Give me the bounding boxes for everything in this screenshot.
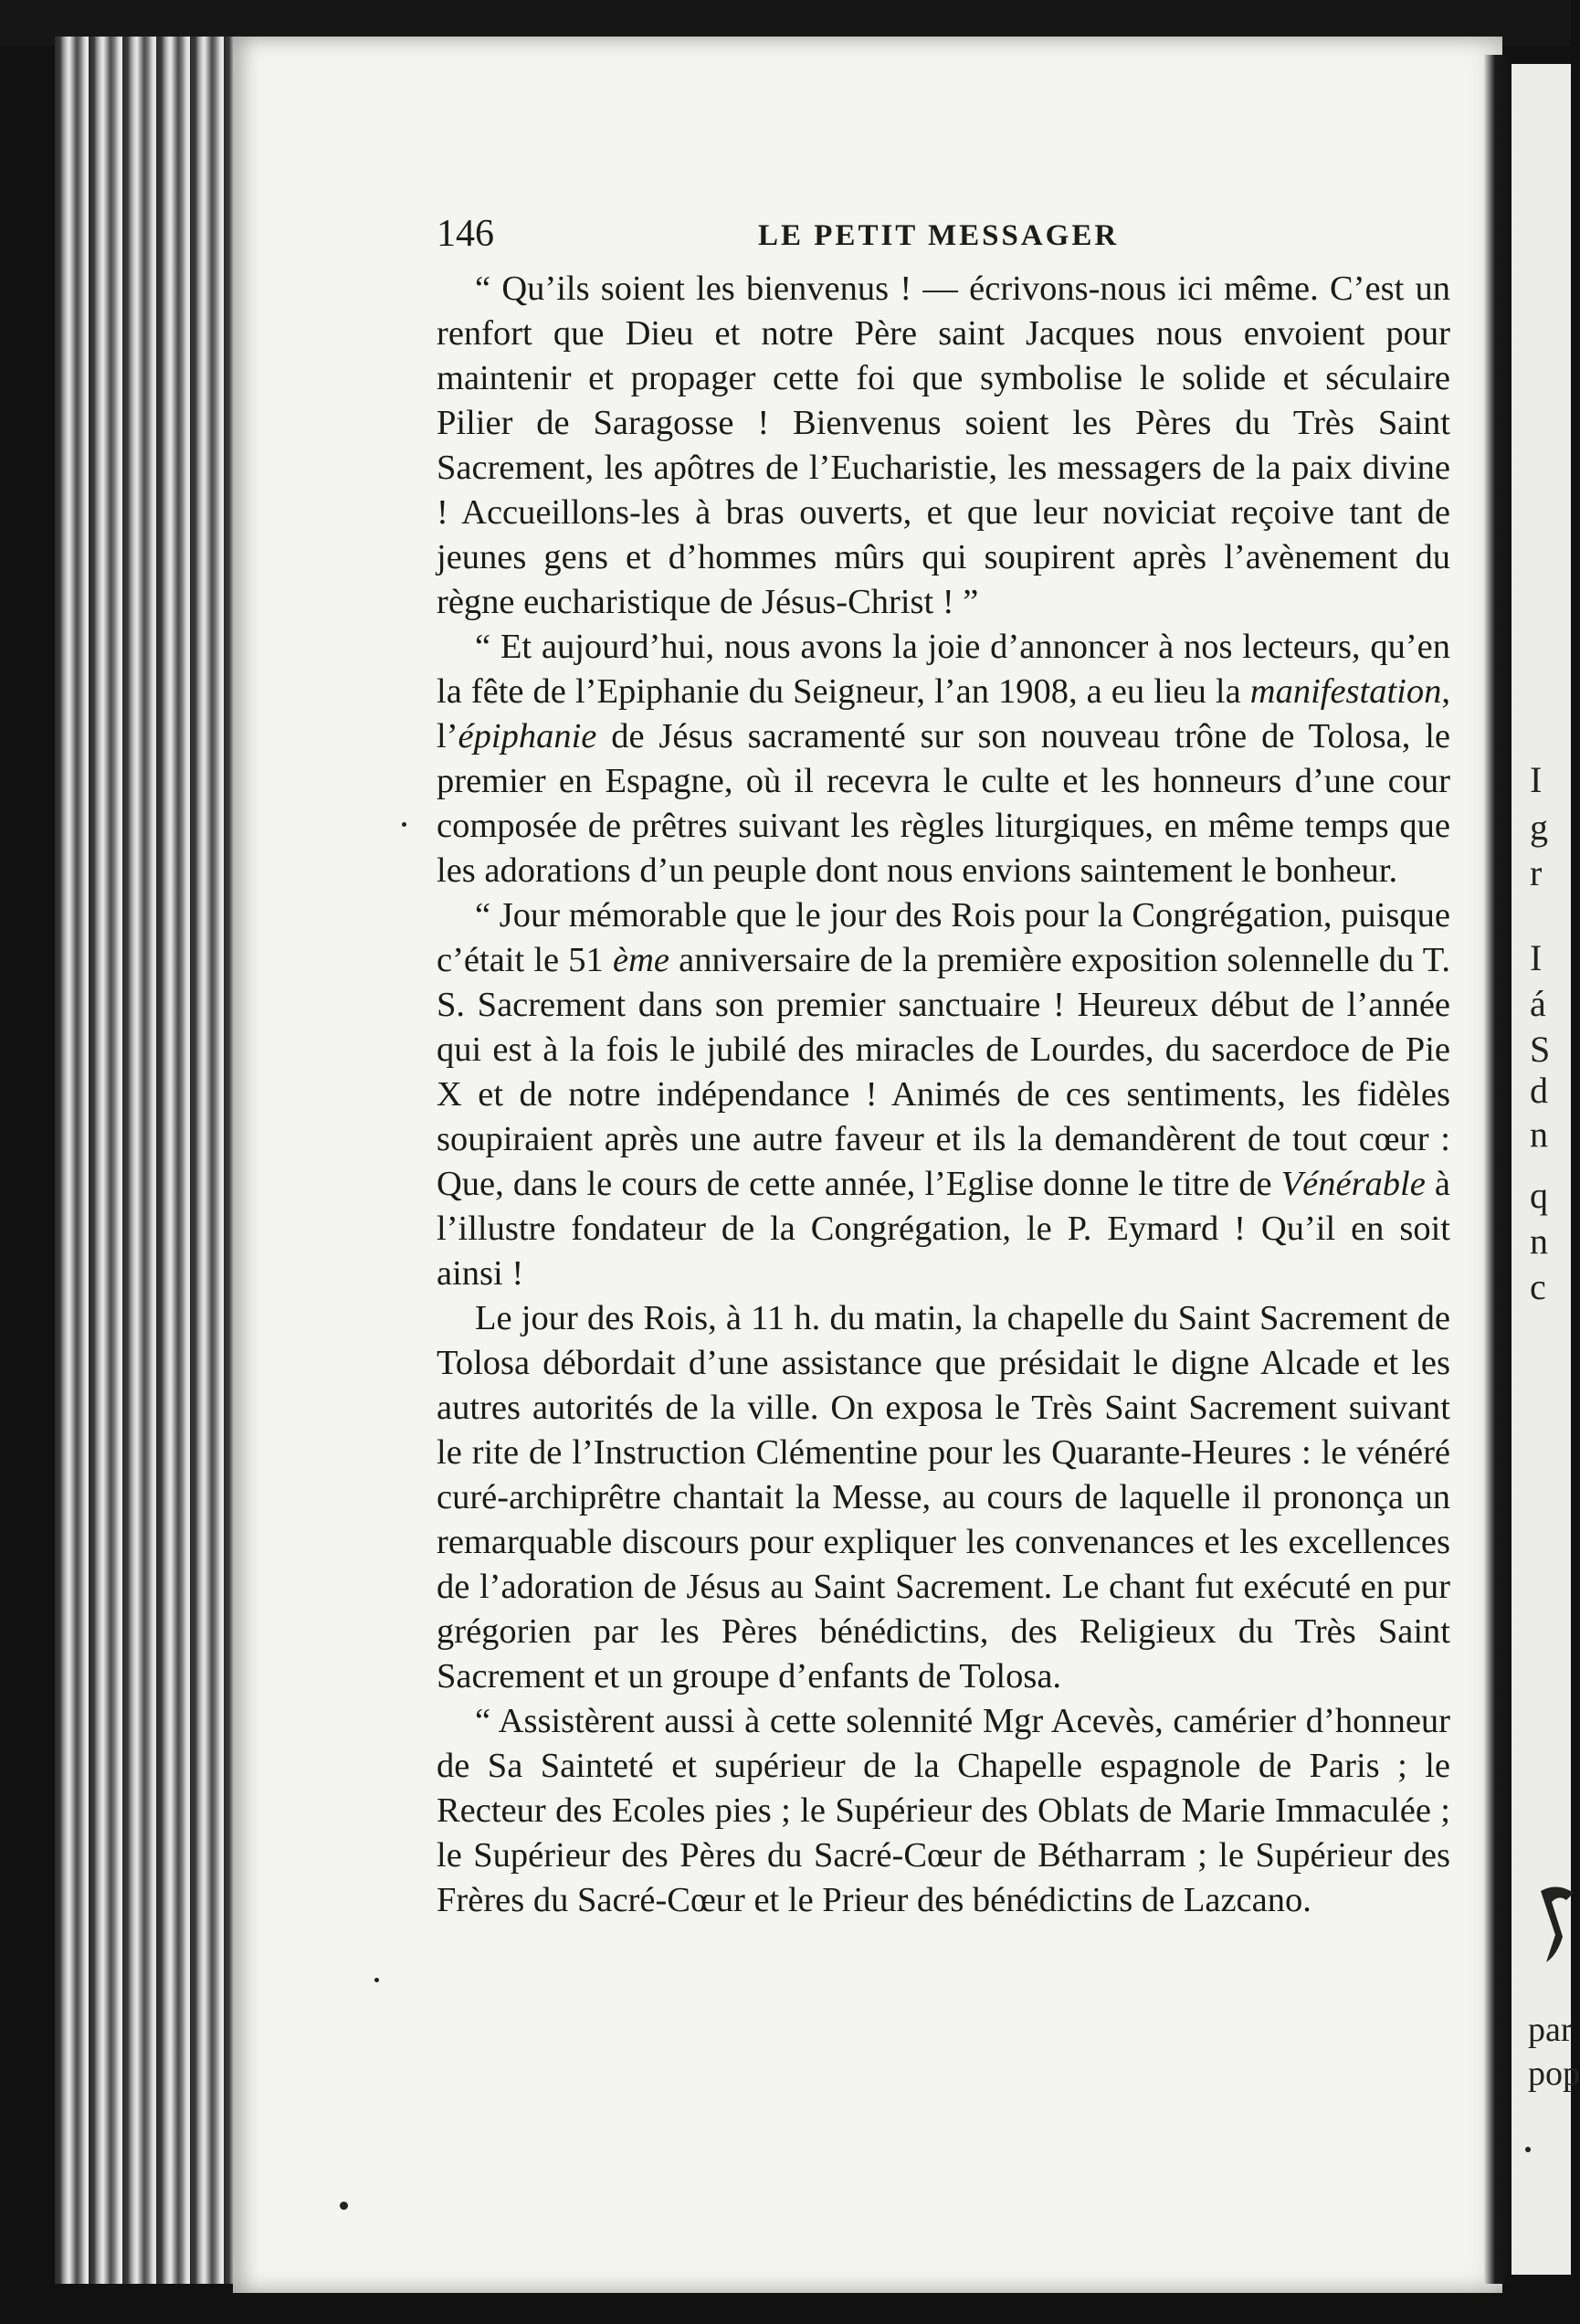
paragraph-text: anniversaire de la première exposition solennelle du T. S. Sacrement dans son premier sanctuaire ! Heureux début de l’année qui est à la fois le jubilé des miracles de Lourdes, du sacerdoce de Pie X et de notre indépendance ! Animés de ces sentiments, les fidèles soupiraient après une autre faveur et ils la demandèrent de tout cœur : Que, dans le cours de cette année, l’Eglise donne le titre de <box>437 941 1450 1203</box>
paragraph-text: , l’ <box>437 672 1450 755</box>
paragraph <box>437 1699 1450 1923</box>
dust-speck <box>402 822 406 827</box>
next-page-fragment: I <box>1530 937 1543 978</box>
running-title: LE PETIT MESSAGER <box>758 219 1120 252</box>
paragraph-text: “ Et aujourd’hui, nous avons la joie d’annoncer à nos lecteurs, qu’en la fête de l’Epiphanie du Seigneur, l’an 1908, a eu lieu la <box>437 628 1450 711</box>
paragraph <box>437 893 1450 1296</box>
next-page-fragment: á <box>1530 983 1546 1024</box>
page-header <box>437 212 1450 267</box>
next-page-fragment: r <box>1530 852 1543 893</box>
next-page-fragment: n <box>1530 1220 1548 1262</box>
italic-term: ème <box>612 941 669 979</box>
page-number: 146 <box>437 213 494 255</box>
italic-term: Vénérable <box>1280 1165 1426 1203</box>
next-page-fragment: pop <box>1528 2055 1580 2093</box>
next-page-fragment: g <box>1530 807 1548 848</box>
paragraph-text: “ Jour mémorable que le jour des Rois pour la Congrégation, puisque c’était le 51 <box>437 896 1450 979</box>
paragraph-text: “ Qu’ils soient les bienvenus ! — écrivons-nous ici même. C’est un renfort que Dieu et notre Père saint Jacques nous envoient pour maintenir et propager cette foi que symbolise le solide et séculaire Pilier de Saragosse ! Bienvenus soient les Pères du Très Saint Sacrement, les apôtres de l’Eucharistie, les messagers de la paix divine ! Accueillons-les à bras ouverts, et que leur noviciat reçoive tant de jeunes gens et d’hommes mûrs qui soupirent après l’avènement du règne eucharistique de Jésus-Christ ! ” <box>437 269 1450 621</box>
paragraph-text: de Jésus sacramenté sur son nouveau trône de Tolosa, le premier en Espagne, où il recevra le culte et les honneurs d’une cour composée de prêtres suivant les règles liturgiques, en même temps que les adorations d’un peuple dont nous envions saintement le bonheur. <box>437 717 1450 890</box>
next-page-fragment: c <box>1530 1266 1546 1307</box>
next-page-fragment: par <box>1528 2011 1573 2049</box>
paragraph <box>437 1296 1450 1699</box>
next-page-fragment: n <box>1530 1114 1548 1155</box>
body-text <box>437 267 1450 1923</box>
next-page-fragment: q <box>1530 1175 1548 1216</box>
paragraph <box>437 267 1450 625</box>
ornament-icon <box>1539 1882 1575 1964</box>
next-page-fragment: S <box>1530 1029 1551 1070</box>
dust-speck <box>340 2202 348 2210</box>
book-gutter <box>1484 55 1512 2284</box>
page-stack-edges <box>55 37 237 2284</box>
italic-term: épiphanie <box>458 717 597 755</box>
next-page-fragment: d <box>1530 1070 1548 1111</box>
dust-speck <box>1525 2147 1531 2152</box>
next-page-sliver <box>1512 64 1580 2275</box>
next-page-fragment: I <box>1530 759 1543 800</box>
paragraph-text: Le jour des Rois, à 11 h. du matin, la chapelle du Saint Sacrement de Tolosa débordait d’une assistance que présidait le digne Alcade et les autres autorités de la ville. On exposa le Très Saint Sacrement suivant le rite de l’Instruction Clémentine pour les Quarante-Heures : le vénéré curé-archiprêtre chantait la Messe, au cours de laquelle il prononça un remarquable discours pour expliquer les convenances et les excellences de l’adoration de Jésus au Saint Sacrement. Le chant fut exécuté en pur grégorien par les Pères bénédictins, des Religieux du Très Saint Sacrement et un groupe d’enfants de Tolosa. <box>437 1299 1450 1695</box>
paragraph <box>437 625 1450 893</box>
dust-speck <box>374 1978 379 1982</box>
paragraph-text: “ Assistèrent aussi à cette solennité Mgr Acevès, camérier d’honneur de Sa Sainteté et supérieur de la Chapelle espagnole de Paris ; le Recteur des Ecoles pies ; le Supérieur des Oblats de Marie Immaculée ; le Supérieur des Pères du Sacré-Cœur de Bétharram ; le Supérieur des Frères du Sacré-Cœur et le Prieur des bénédictins de Lazcano. <box>437 1702 1450 1919</box>
paragraph-text: à l’illustre fondateur de la Congrégation, le P. Eymard ! Qu’il en soit ainsi ! <box>437 1165 1450 1293</box>
italic-term: manifestation <box>1249 672 1442 711</box>
